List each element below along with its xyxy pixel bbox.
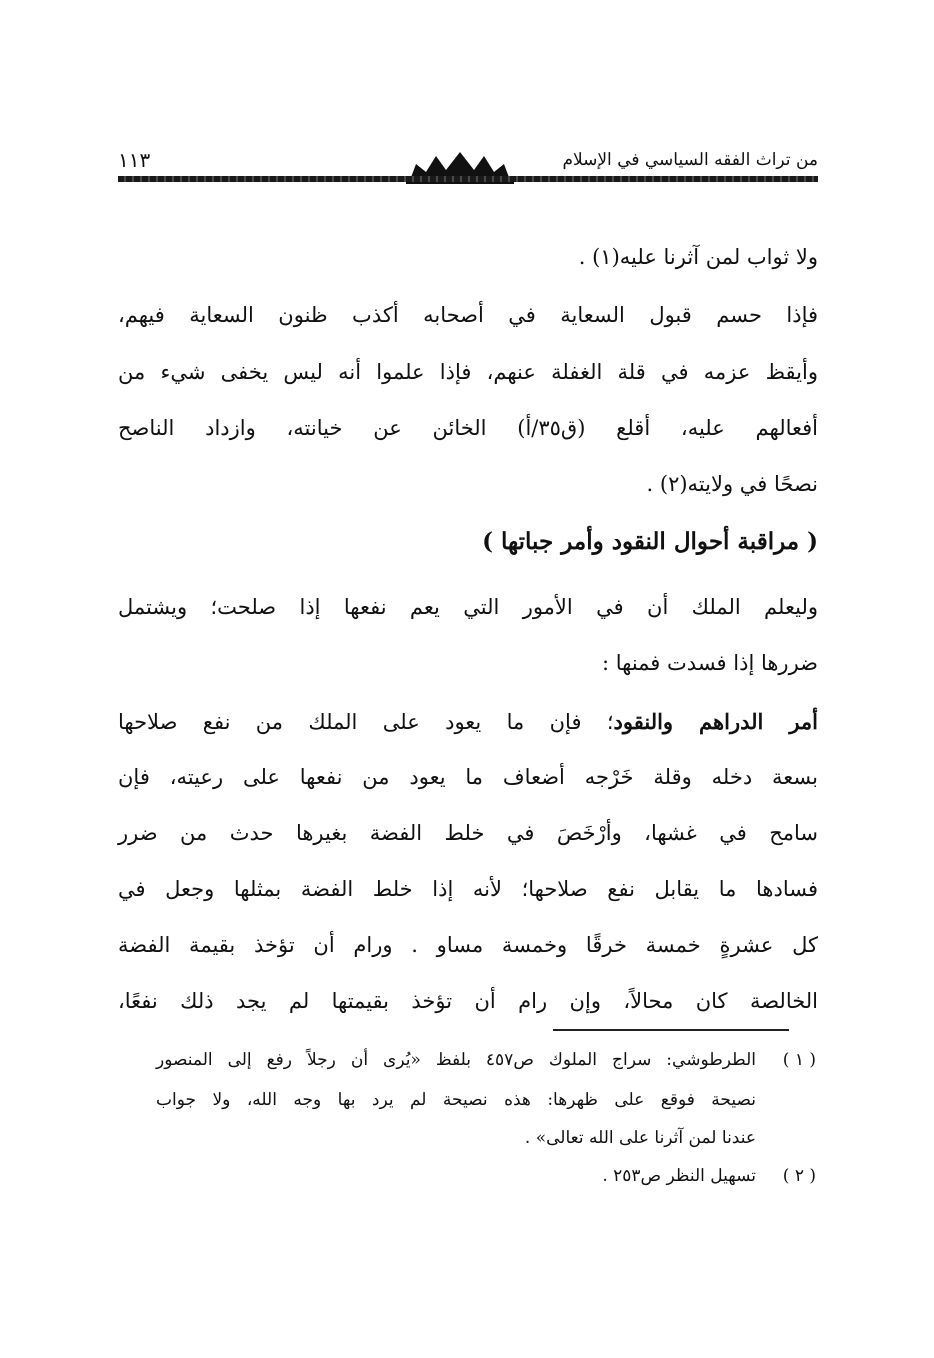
footnote-1-line: عندنا لمن آثرنا على الله تعالى» . — [524, 1128, 756, 1148]
text-line: أفعالهم عليه، أقلع (ق٣٥/أ) الخائن عن خيانته، وازداد الناصح — [118, 416, 818, 440]
footnote-2-text: تسهيل النظر ص٢٥٣ . — [602, 1166, 756, 1186]
page-number: ١١٣ — [118, 148, 151, 172]
text-line: نصحًا في ولايته(٢) . — [646, 472, 818, 496]
footnote-separator — [553, 1029, 789, 1031]
footnote-1-line: الطرطوشي: سراج الملوك ص٤٥٧ بلفظ «يُرى أن رجلاً رفع إلى المنصور — [156, 1050, 756, 1070]
footnote-1-number: ( ١ ) — [782, 1050, 816, 1070]
section-heading: ( مراقبة أحوال النقود وأمر جباتها ) — [482, 528, 818, 555]
bold-lead-phrase: أمر الدراهم والنقود — [613, 709, 819, 734]
text-line: سامح في غشها، وأرْخَصَ في خلط الفضة بغيرها حدث من ضرر — [118, 821, 818, 845]
text-line: وأيقظ عزمه في قلة الغفلة عنهم، فإذا علموا أنه ليس يخفى شيء من — [118, 360, 818, 384]
text-line-rest: ؛ فإن ما يعود على الملك من نفع صلاحها — [118, 710, 614, 734]
text-line: كل عشرةٍ خمسة خرقًا وخمسة مساو . ورام أن تؤخذ بقيمة الفضة — [118, 933, 818, 957]
text-line-with-bold-lead — [118, 711, 818, 733]
footnote-1-line: نصيحة فوقع على ظهرها: هذه نصيحة لم يرد بها وجه الله، ولا جواب — [156, 1090, 756, 1110]
header-title: من تراث الفقه السياسي في الإسلام — [562, 150, 818, 170]
text-line: الخالصة كان محالاً، وإن رام أن تؤخذ بقيمتها لم يجد ذلك نفعًا، — [118, 989, 818, 1013]
main-text — [118, 0, 818, 1358]
text-line: ولا ثواب لمن آثرنا عليه(١) . — [578, 245, 818, 269]
footnote-2-number: ( ٢ ) — [782, 1166, 816, 1186]
text-line: ضررها إذا فسدت فمنها : — [602, 651, 818, 675]
text-line: بسعة دخله وقلة خَرْجه أضعاف ما يعود من نفعها على رعيته، فإن — [118, 765, 818, 789]
text-line: فسادها ما يقابل نفع صلاحها؛ لأنه إذا خلط الفضة بمثلها وجعل في — [118, 877, 818, 901]
text-line: وليعلم الملك أن في الأمور التي يعم نفعها إذا صلحت؛ ويشتمل — [118, 595, 818, 619]
text-line: فإذا حسم قبول السعاية في أصحابه أكذب ظنون السعاية فيهم، — [118, 303, 818, 327]
